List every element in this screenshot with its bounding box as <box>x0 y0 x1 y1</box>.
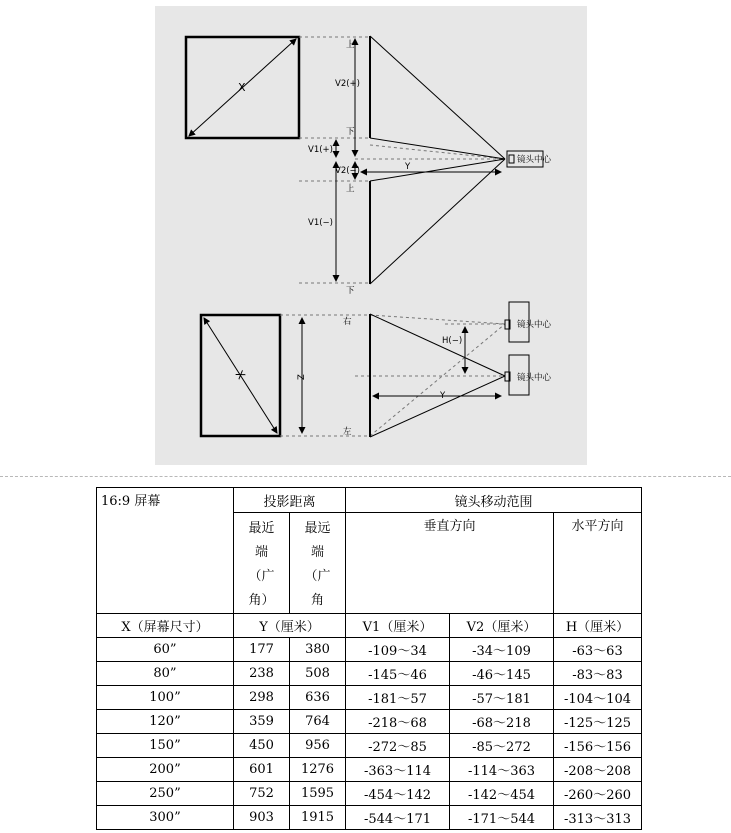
label-left: 左 <box>343 427 352 437</box>
cell-v1: -145～46 <box>346 662 450 686</box>
table-row <box>97 686 642 710</box>
cell-v2: -85～272 <box>450 734 554 758</box>
cell-v2: -57～181 <box>450 686 554 710</box>
nearest-header: 最近 端 （广 角） <box>234 513 290 614</box>
table-row <box>97 758 642 782</box>
cell-size: 80” <box>97 662 234 686</box>
cell-far: 764 <box>290 710 346 734</box>
cell-h: -313～313 <box>554 806 642 830</box>
cell-v1: -454～142 <box>346 782 450 806</box>
cell-size: 120” <box>97 710 234 734</box>
table-row <box>97 638 642 662</box>
throw-distance-header: 投影距离 <box>234 488 346 513</box>
cell-h: -104～104 <box>554 686 642 710</box>
col-header-size: X（屏幕尺寸） <box>97 614 234 638</box>
label-lens-center-lower: 镜头中心 <box>517 373 552 383</box>
cell-v1: -181～57 <box>346 686 450 710</box>
cell-v1: -272～85 <box>346 734 450 758</box>
cell-v2: -46～145 <box>450 662 554 686</box>
cell-size: 250” <box>97 782 234 806</box>
col-header-v2: V2（厘米） <box>450 614 554 638</box>
cell-far: 636 <box>290 686 346 710</box>
label-x-side: X <box>232 368 248 382</box>
label-v2-minus: V2(−) <box>335 166 360 176</box>
cell-near: 903 <box>234 806 290 830</box>
cell-h: -63～63 <box>554 638 642 662</box>
cell-near: 298 <box>234 686 290 710</box>
table-row <box>97 662 642 686</box>
farthest-header: 最远 端 （广 角 <box>290 513 346 614</box>
lens-shift-header: 镜头移动范围 <box>346 488 642 513</box>
col-header-h: H（厘米） <box>554 614 642 638</box>
cell-h: -208～208 <box>554 758 642 782</box>
cell-near: 752 <box>234 782 290 806</box>
cell-v1: -109～34 <box>346 638 450 662</box>
horizontal-header: 水平方向 <box>554 513 642 614</box>
cell-h: -83～83 <box>554 662 642 686</box>
cell-far: 1595 <box>290 782 346 806</box>
cell-size: 100” <box>97 686 234 710</box>
label-v2-plus: V2(+) <box>335 79 360 89</box>
label-bottom-lower: 下 <box>346 286 355 296</box>
table-row <box>97 734 642 758</box>
table-row <box>97 782 642 806</box>
cell-size: 300” <box>97 806 234 830</box>
cell-h: -125～125 <box>554 710 642 734</box>
label-z: Z <box>297 374 307 380</box>
cell-far: 956 <box>290 734 346 758</box>
label-x-top: X <box>238 81 246 94</box>
cell-near: 359 <box>234 710 290 734</box>
cell-v2: -114～363 <box>450 758 554 782</box>
cell-v2: -171～544 <box>450 806 554 830</box>
col-header-v1: V1（厘米） <box>346 614 450 638</box>
label-lens-center-upper: 镜头中心 <box>517 320 552 330</box>
cell-v2: -68～218 <box>450 710 554 734</box>
label-y-top: Y <box>405 162 411 172</box>
label-lens-center-top: 镜头中心 <box>517 155 552 165</box>
cell-v1: -544～171 <box>346 806 450 830</box>
cell-size: 150” <box>97 734 234 758</box>
cell-size: 200” <box>97 758 234 782</box>
cell-far: 1276 <box>290 758 346 782</box>
cell-far: 1915 <box>290 806 346 830</box>
cell-v2: -34～109 <box>450 638 554 662</box>
col-header-y: Y（厘米） <box>234 614 346 638</box>
label-right: 右 <box>343 317 352 327</box>
cell-near: 450 <box>234 734 290 758</box>
label-top-lower: 上 <box>346 184 355 194</box>
label-v1-plus: V1(+) <box>308 145 333 155</box>
separator-line <box>0 476 731 477</box>
cell-v2: -142～454 <box>450 782 554 806</box>
specification-table <box>96 487 642 830</box>
cell-h: -260～260 <box>554 782 642 806</box>
cell-h: -156～156 <box>554 734 642 758</box>
column-header-row <box>97 614 642 638</box>
vertical-header: 垂直方向 <box>346 513 554 614</box>
label-bottom-upper: 下 <box>346 127 355 137</box>
cell-near: 177 <box>234 638 290 662</box>
table-row <box>97 710 642 734</box>
cell-v1: -363～114 <box>346 758 450 782</box>
label-h-minus: H(−) <box>442 336 463 346</box>
table-row <box>97 806 642 830</box>
cell-v1: -218～68 <box>346 710 450 734</box>
cell-far: 508 <box>290 662 346 686</box>
cell-size: 60” <box>97 638 234 662</box>
cell-near: 601 <box>234 758 290 782</box>
cell-far: 380 <box>290 638 346 662</box>
projection-diagram <box>155 6 587 465</box>
corner-header: 16:9 屏幕 <box>97 488 234 614</box>
label-y-side: Y <box>440 391 446 401</box>
label-v1-minus: V1(−) <box>308 218 333 228</box>
projection-diagram-svg <box>155 6 587 465</box>
label-top-upper: 上 <box>346 40 355 50</box>
cell-near: 238 <box>234 662 290 686</box>
